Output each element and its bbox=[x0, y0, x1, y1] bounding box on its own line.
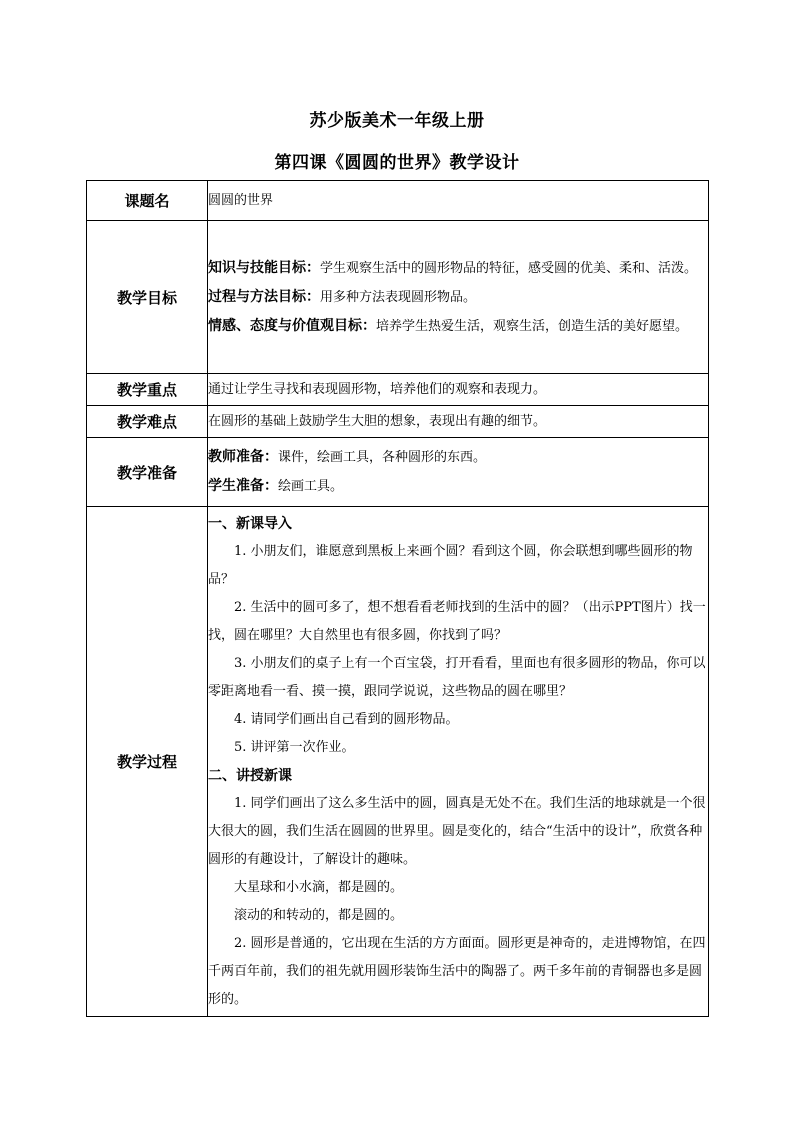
process-goal-head: 过程与方法目标： bbox=[208, 288, 320, 305]
student-prep-head: 学生准备： bbox=[208, 478, 278, 494]
topic-row bbox=[87, 181, 709, 221]
emotion-goal bbox=[208, 312, 708, 341]
teacher-prep-text: 课件，绘画工具，各种圆形的东西。 bbox=[278, 450, 487, 465]
lesson-plan-table bbox=[86, 180, 709, 1017]
teacher-prep-head: 教师准备： bbox=[208, 449, 278, 465]
focus-value: 通过让学生寻找和表现圆形物，培养他们的观察和表现力。 bbox=[208, 374, 709, 406]
teacher-prep bbox=[208, 443, 708, 472]
teaching-verse-1: 大星球和小水滴，都是圆的。 bbox=[234, 879, 404, 895]
knowledge-goal bbox=[208, 254, 708, 283]
prep-content bbox=[208, 438, 709, 507]
emotion-goal-head: 情感、态度与价值观目标： bbox=[208, 317, 376, 334]
goals-row bbox=[87, 221, 709, 374]
knowledge-goal-head: 知识与技能目标： bbox=[208, 259, 320, 276]
intro-step-1: 1. 小朋友们，谁愿意到黑板上来画个圆？看到这个圆，你会联想到哪些圆形的物品？ bbox=[208, 543, 693, 587]
teaching-step-2: 2. 圆形是普通的，它出现在生活的方方面面。圆形更是神奇的，走进博物馆，在四千两百年前，我们的祖先就用圆形装饰生活中的陶器了。两千多年前的青铜器也多是圆形的。 bbox=[208, 935, 706, 1007]
process-goal bbox=[208, 283, 708, 312]
difficulty-label: 教学难点 bbox=[87, 406, 208, 438]
emotion-goal-text: 培养学生热爱生活，观察生活，创造生活的美好愿望。 bbox=[376, 318, 689, 334]
goals-label: 教学目标 bbox=[87, 221, 208, 374]
intro-step-5: 5. 讲评第一次作业。 bbox=[234, 739, 355, 755]
process-label: 教学过程 bbox=[87, 507, 208, 1017]
prep-label: 教学准备 bbox=[87, 438, 208, 507]
teaching-step-1: 1. 同学们画出了这么多生活中的圆，圆真是无处不在。我们生活的地球就是一个很大很大的圆，我们生活在圆圆的世界里。圆是变化的，结合“生活中的设计”，欣赏各种圆形的有趣设计，了解设计的趣味。 bbox=[208, 795, 706, 867]
topic-value: 圆圆的世界 bbox=[208, 181, 709, 221]
difficulty-row bbox=[87, 406, 709, 438]
intro-step-3: 3. 小朋友们的桌子上有一个百宝袋，打开看看，里面也有很多圆形的物品，你可以零距离地看一看、摸一摸，跟同学说说，这些物品的圆在哪里？ bbox=[208, 655, 706, 699]
intro-step-4: 4. 请同学们画出自己看到的圆形物品。 bbox=[234, 711, 459, 727]
process-goal-text: 用多种方法表现圆形物品。 bbox=[320, 289, 477, 305]
knowledge-goal-text: 学生观察生活中的圆形物品的特征，感受圆的优美、柔和、活泼。 bbox=[320, 260, 698, 276]
process-row bbox=[87, 507, 709, 1017]
focus-label: 教学重点 bbox=[87, 374, 208, 406]
intro-step-2: 2. 生活中的圆可多了，想不想看看老师找到的生活中的圆？（出示PPT图片）找一找，圆在哪里？大自然里也有很多圆，你找到了吗？ bbox=[208, 599, 706, 643]
student-prep-text: 绘画工具。 bbox=[278, 479, 344, 494]
student-prep bbox=[208, 472, 708, 501]
document-title: 苏少版美术一年级上册 bbox=[309, 111, 485, 131]
teaching-verse-2: 滚动的和转动的，都是圆的。 bbox=[234, 907, 404, 923]
prep-row bbox=[87, 438, 709, 507]
goals-content bbox=[208, 221, 709, 374]
section-heading-teaching: 二、讲授新课 bbox=[208, 767, 292, 784]
difficulty-value: 在圆形的基础上鼓励学生大胆的想象，表现出有趣的细节。 bbox=[208, 406, 709, 438]
process-content bbox=[208, 507, 709, 1017]
section-heading-intro: 一、新课导入 bbox=[208, 515, 292, 532]
lesson-title: 第四课《圆圆的世界》教学设计 bbox=[274, 153, 520, 173]
focus-row bbox=[87, 374, 709, 406]
topic-label: 课题名 bbox=[87, 181, 208, 221]
